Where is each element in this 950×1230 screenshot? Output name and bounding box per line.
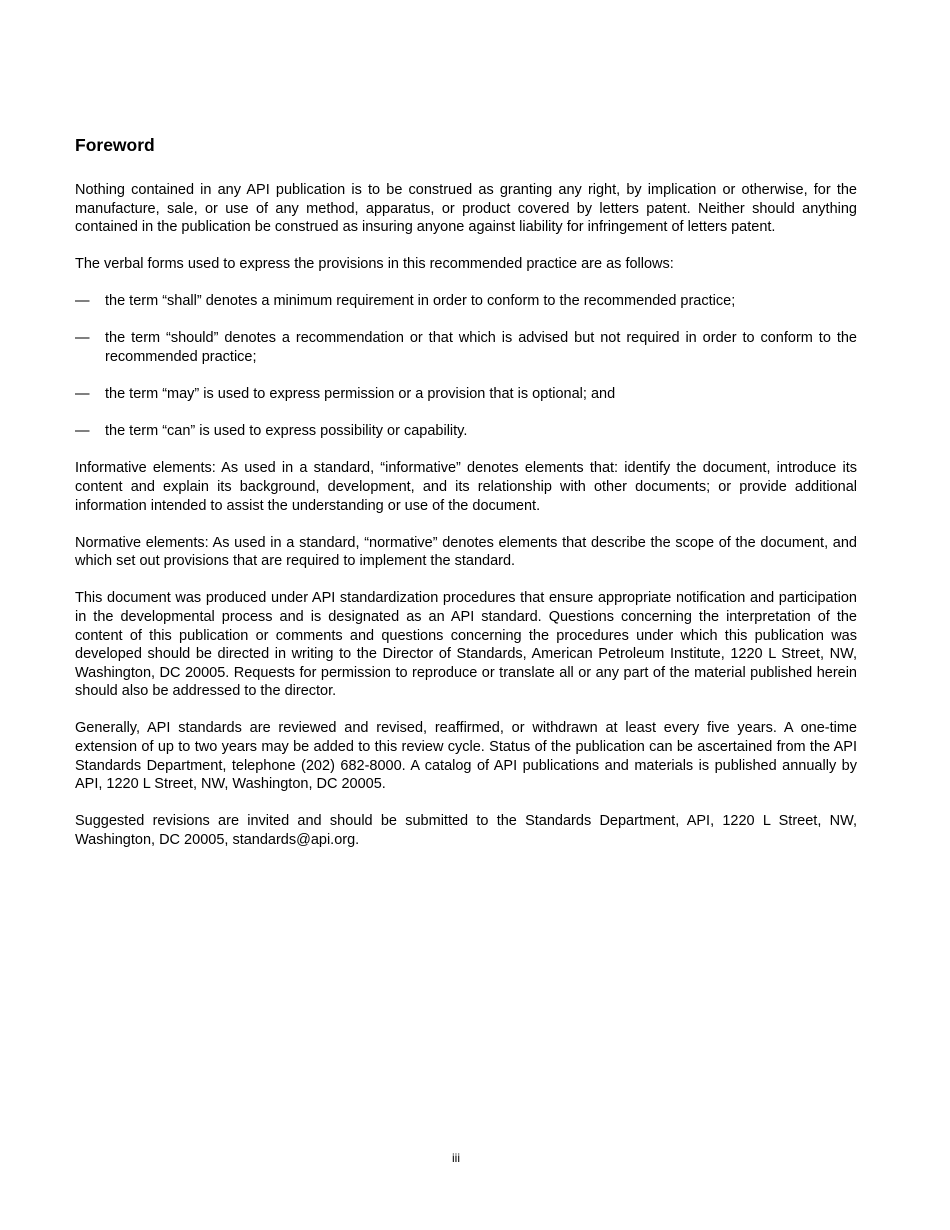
paragraph-review-cycle: Generally, API standards are reviewed and revised, reaffirmed, or withdrawn at least every five years. A one-time extension of up to two years may be added to this review cycle. Status of the publication can be ascertained from the API Standards Department, telephone (202) 682-8000. A catalog of API publications and materials is published annually by API, 1220 L Street, NW, Washington, DC 20005. — [75, 720, 857, 793]
list-item-shall — [75, 292, 857, 311]
dash-marker: — — [75, 293, 90, 310]
list-item-should — [75, 329, 857, 366]
dash-marker: — — [75, 386, 90, 403]
paragraph-normative-elements: Normative elements: As used in a standard, “normative” denotes elements that describe the scope of the document, and which set out provisions that are required to implement the standard. — [75, 534, 857, 570]
paragraph-suggested-revisions: Suggested revisions are invited and should be submitted to the Standards Department, API, 1220 L Street, NW, Washington, DC 20005, standards@api.org. — [75, 813, 857, 848]
page-title: Foreword — [75, 135, 155, 155]
document-page — [75, 134, 857, 868]
paragraph-standardization-procedures: This document was produced under API standardization procedures that ensure appropriate notification and participation in the developmental process and is designated as an API standard. Questions concerning the interpretation of the content of this publication or comments and questions concerning the procedures under which this publication was developed should be directed in writing to the Director of Standards, American Petroleum Institute, 1220 L Street, NW, Washington, DC 20005. Requests for permission to reproduce or translate all or any part of the material published herein should also be addressed to the director. — [75, 590, 857, 700]
dash-marker: — — [75, 330, 90, 347]
page-number: iii — [452, 1151, 460, 1165]
list-item-may — [75, 385, 857, 404]
dash-marker: — — [75, 423, 90, 440]
list-item-text: the term “shall” denotes a minimum requirement in order to conform to the recommended practice; — [105, 293, 736, 310]
list-item-can — [75, 422, 857, 441]
paragraph-informative-elements: Informative elements: As used in a standard, “informative” denotes elements that: identify the document, introduce its content and explain its background, development, and its relationship with other documents; or provide additional information intended to assist the understanding or use of the document. — [75, 460, 857, 514]
list-item-text: the term “should” denotes a recommendation or that which is advised but not required in order to conform to the recommended practice; — [105, 330, 857, 366]
paragraph-verbal-forms-intro: The verbal forms used to express the provisions in this recommended practice are as follows: — [75, 256, 674, 273]
paragraph-patent-disclaimer: Nothing contained in any API publication is to be construed as granting any right, by implication or otherwise, for the manufacture, sale, or use of any method, apparatus, or product covered by letters patent. Neither should anything contained in the publication be construed as insuring anyone against liability for infringement of letters patent. — [75, 182, 857, 236]
list-item-text: the term “can” is used to express possibility or capability. — [105, 423, 468, 440]
list-item-text: the term “may” is used to express permission or a provision that is optional; and — [105, 386, 616, 403]
